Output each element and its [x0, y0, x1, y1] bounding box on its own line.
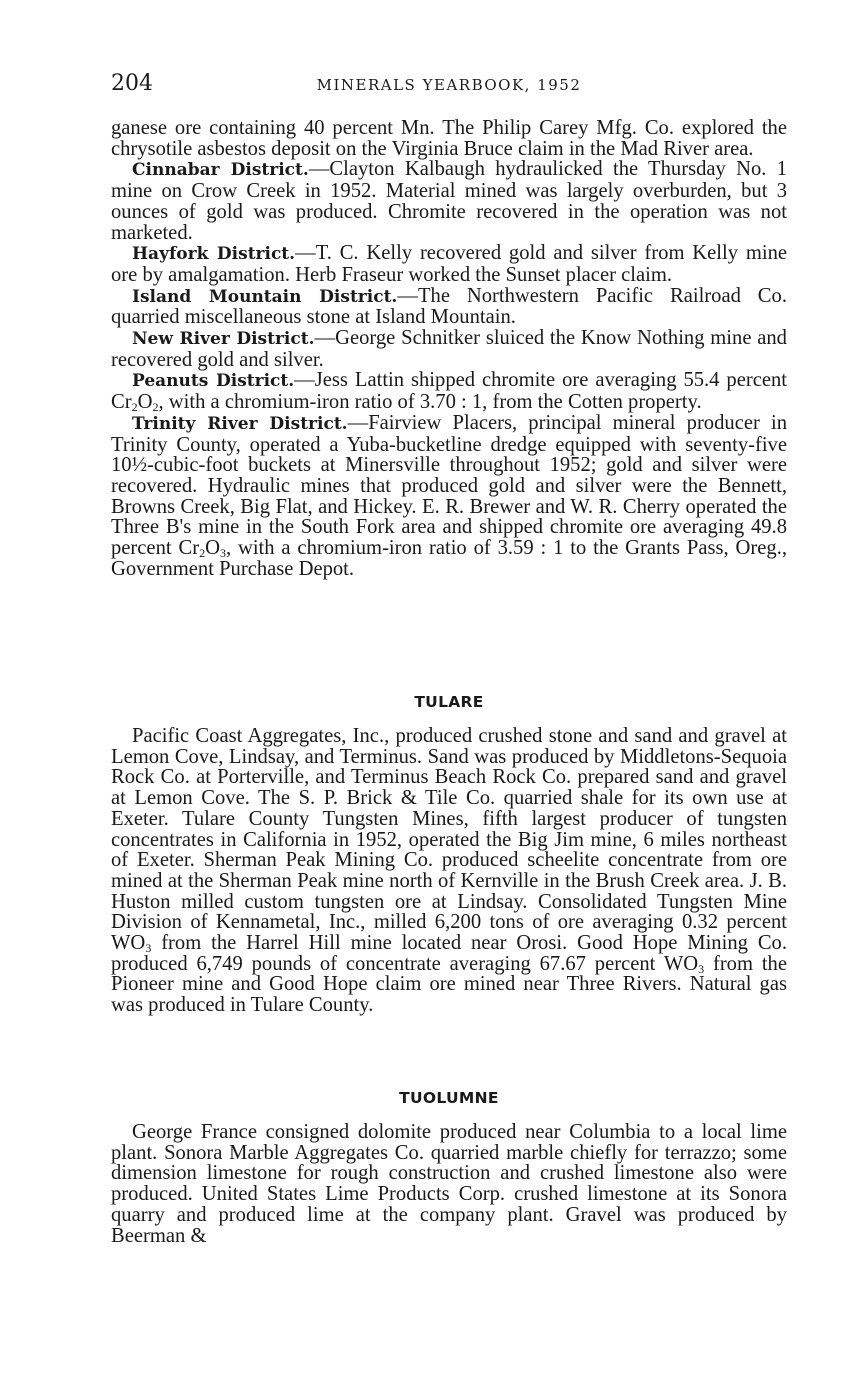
island-mountain-district-paragraph [111, 286, 787, 328]
subscript: 2 [152, 400, 159, 415]
paragraph-text: —Clayton Kalbaugh hydraulicked the Thursday No. 1 mine on Crow Creek in 1952. Material mined was largely overburden, but 3 ounces of gold was produced. Chromite recovered in the operation was not marketed. [111, 158, 787, 244]
paragraph-text: —The Northwestern Pacific Railroad Co. quarried miscellaneous stone at Island Mountain. [111, 284, 787, 329]
paragraph-text: —Fairview Placers, principal mineral producer in Trinity County, operated a Yuba-bucketline dredge equipped with seventy-five 10½-cubic-foot buckets at Minersville throughout 1952; gold and silver were recovered. Hydraulic mines that produced gold and silver were the Bennett, Browns Creek, Big Flat, and Hickey. E. R. Brewer and W. R. Cherry operated the Three B's mine in the South Fork area and shipped chromite ore averaging 49.8 percent Cr [111, 411, 787, 560]
district-name: Trinity River District. [132, 413, 348, 434]
paragraph-text: —George Schnitker sluiced the Know Nothing mine and recovered gold and silver. [111, 327, 787, 371]
page-header [111, 70, 787, 98]
trinity-river-district-paragraph [111, 413, 787, 580]
tulare-section [111, 726, 787, 1016]
tulare-heading: TULARE [414, 693, 484, 711]
district-name: Hayfork District. [132, 244, 296, 265]
district-name: New River District. [132, 329, 315, 350]
subscript: 3 [145, 941, 152, 956]
paragraph-text: —T. C. Kelly recovered gold and silver from Kelly mine ore by amalgamation. Herb Fraseur worked the Sunset placer claim. [111, 242, 788, 286]
hayfork-district-paragraph [111, 243, 787, 285]
paragraph-text: O [205, 537, 220, 560]
district-name: Island Mountain District. [132, 286, 398, 307]
paragraph-text: from the Pioneer mine and Good Hope claim ore mined near Three Rivers. Natural gas was produced in Tulare County. [111, 952, 787, 1017]
district-name: Peanuts District. [132, 371, 295, 392]
page-number: 204 [111, 71, 153, 96]
paragraph-text: —Jess Lattin shipped chromite ore averaging 55.4 percent Cr [111, 369, 788, 414]
tuolumne-section [111, 1122, 787, 1246]
peanuts-district-paragraph [111, 369, 788, 415]
district-name: Cinnabar District. [132, 160, 309, 181]
continuation-paragraph: ganese ore containing 40 percent Mn. The Philip Carey Mfg. Co. explored the chrysotile asbestos deposit on the Virginia Bruce claim in the Mad River area. [111, 117, 787, 160]
running-title: MINERALS YEARBOOK, 1952 [316, 76, 582, 94]
new-river-district-paragraph [111, 328, 787, 370]
tulare-paragraph [111, 726, 787, 1016]
trinity-county-section [111, 118, 787, 579]
subscript: 2 [131, 400, 138, 415]
paragraph-text: Pacific Coast Aggregates, Inc., produced crushed stone and sand and gravel at Lemon Cove, Lindsay, and Terminus. Sand was produced by Middletons-Sequoia Rock Co. at Porterville, and Terminus Beach Rock Co. prepared sand and gravel at Lemon Cove. The S. P. Brick & Tile Co. quarried shale for its own use at Exeter. Tulare County Tungsten Mines, fifth largest producer of tungsten concentrates in California in 1952, operated the Big Jim mine, 6 miles northeast of Exeter. Sherman Peak Mining Co. produced scheelite concentrate from ore mined at the Sherman Peak mine north of Kernville in the Brush Creek area. J. B. Huston milled custom tungsten ore at Lindsay. Consolidated Tungsten Mine Division of Kennametal, Inc., milled 6,200 tons of ore averaging 0.32 percent WO [111, 725, 787, 955]
paragraph-text: , with a chromium-iron ratio of 3.59 : 1 to the Grants Pass, Oreg., Government Purchase Depot. [111, 537, 787, 580]
paragraph-text: O [137, 391, 153, 414]
subscript: 2 [199, 546, 206, 561]
tuolumne-heading: TUOLUMNE [399, 1089, 499, 1107]
subscript: 3 [219, 546, 226, 561]
subscript: 3 [698, 961, 705, 976]
cinnabar-district-paragraph [111, 159, 787, 243]
paragraph-text: , with a chromium-iron ratio of 3.70 : 1, from the Cotten property. [158, 391, 702, 414]
tuolumne-paragraph: George France consigned dolomite produced near Columbia to a local lime plant. Sonora Marble Aggregates Co. quarried marble chiefly for terrazzo; some dimension limestone for rough construction and crushed limestone also were produced. United States Lime Products Corp. crushed limestone at its Sonora quarry and produced lime at the company plant. Gravel was produced by Beerman & [111, 1121, 787, 1247]
paragraph-text: from the Harrel Hill mine located near Orosi. Good Hope Mining Co. produced 6,749 pounds of concentrate averaging 67.67 percent WO [111, 932, 787, 975]
